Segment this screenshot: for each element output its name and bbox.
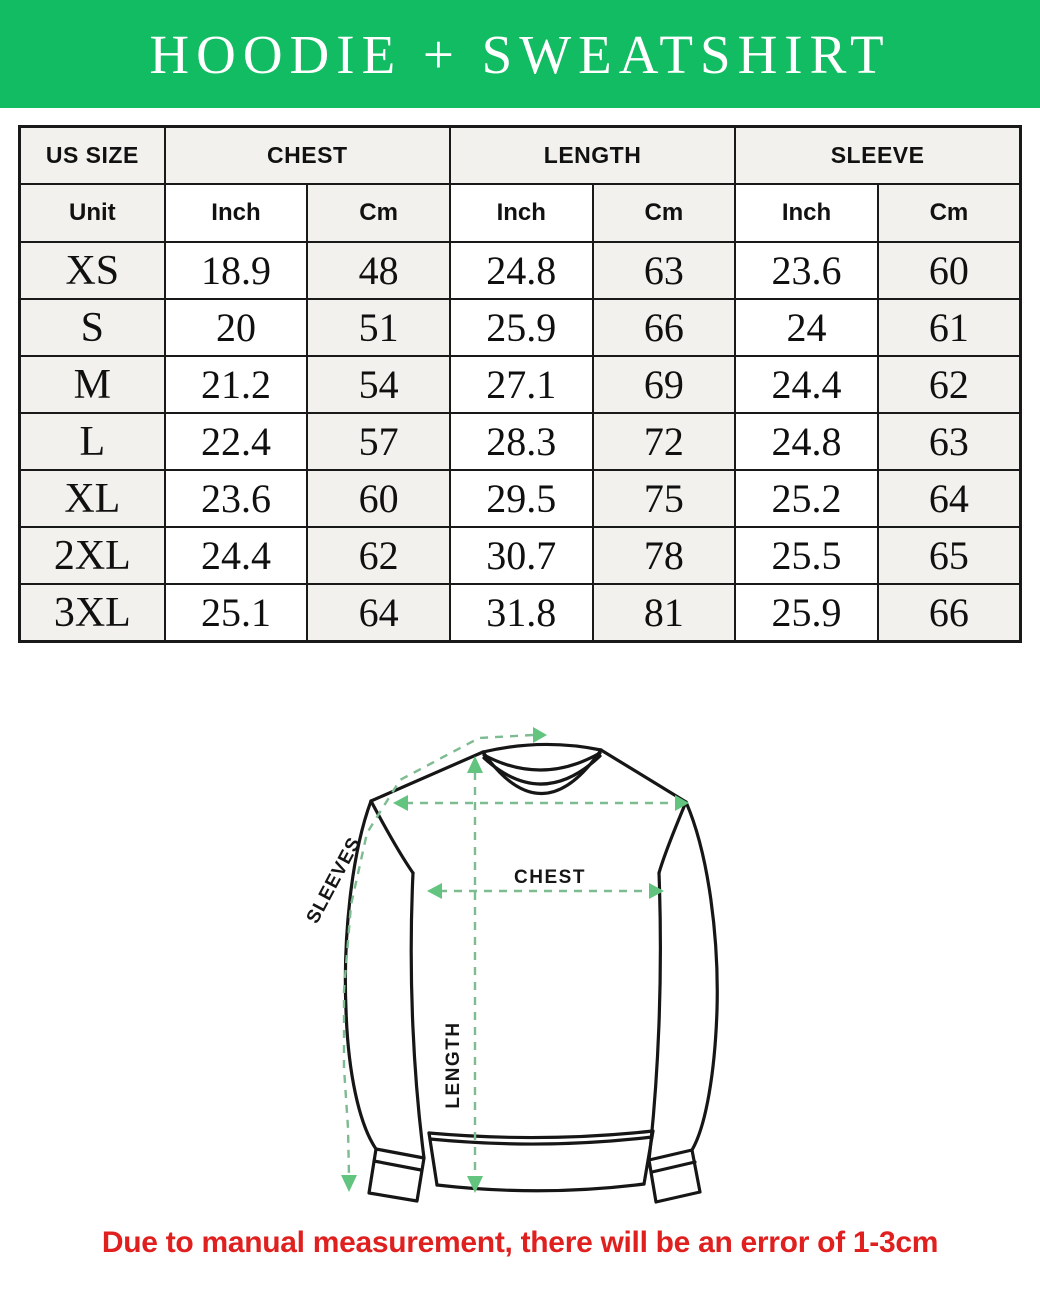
length-cm-cell: 75 [593,470,736,527]
unit-cell: Cm [307,184,450,242]
sleeve-inch-cell: 24 [735,299,878,356]
table-row [20,527,1021,584]
chest-cm-cell: 62 [307,527,450,584]
chest-cm-cell: 48 [307,242,450,299]
arrow-right-icon [649,883,664,899]
sleeve-inch-cell: 23.6 [735,242,878,299]
arrow-down-icon [341,1175,357,1192]
sleeve-cm-cell: 62 [878,356,1021,413]
arrow-left-icon [427,883,442,899]
chest-label: CHEST [514,867,586,888]
sleeve-inch-cell: 25.5 [735,527,878,584]
unit-cell: Cm [593,184,736,242]
col-header-sleeve: SLEEVE [735,127,1020,185]
length-cm-cell: 72 [593,413,736,470]
sleeve-cm-cell: 65 [878,527,1021,584]
col-header-length: LENGTH [450,127,735,185]
chest-inch-cell: 24.4 [165,527,308,584]
measurement-diagram [287,690,787,1220]
table-row [20,242,1021,299]
measurement-arrows [341,727,689,1193]
size-cell: XS [20,242,165,299]
chest-inch-cell: 20 [165,299,308,356]
chest-cm-cell: 57 [307,413,450,470]
size-cell: S [20,299,165,356]
table-row [20,584,1021,642]
col-header-us-size: US SIZE [20,127,165,185]
unit-cell: Unit [20,184,165,242]
size-cell: 2XL [20,527,165,584]
length-cm-cell: 66 [593,299,736,356]
length-cm-cell: 78 [593,527,736,584]
size-table [18,125,1022,643]
length-cm-cell: 69 [593,356,736,413]
arrow-left-icon [393,795,408,811]
sleeves-label: SLEEVES [302,833,366,928]
length-inch-cell: 27.1 [450,356,593,413]
measurement-lines [344,735,679,1178]
table-row [20,299,1021,356]
unit-cell: Inch [165,184,308,242]
chest-inch-cell: 18.9 [165,242,308,299]
sleeve-cm-cell: 64 [878,470,1021,527]
sleeve-cm-cell: 60 [878,242,1021,299]
unit-cell: Inch [450,184,593,242]
header-banner [0,0,1040,108]
length-label: LENGTH [443,1021,464,1109]
size-cell: 3XL [20,584,165,642]
page-title: HOODIE + SWEATSHIRT [149,23,891,85]
chest-cm-cell: 51 [307,299,450,356]
size-cell: L [20,413,165,470]
chest-cm-cell: 54 [307,356,450,413]
sleeve-inch-cell: 24.8 [735,413,878,470]
length-cm-cell: 63 [593,242,736,299]
table-row [20,356,1021,413]
unit-cell: Inch [735,184,878,242]
group-header-row [20,127,1021,185]
chest-cm-cell: 60 [307,470,450,527]
chest-inch-cell: 21.2 [165,356,308,413]
sleeve-inch-cell: 25.2 [735,470,878,527]
chest-inch-cell: 23.6 [165,470,308,527]
measurement-disclaimer: Due to manual measurement, there will be an error of 1-3cm [101,1226,939,1259]
unit-cell: Cm [878,184,1021,242]
length-inch-cell: 28.3 [450,413,593,470]
length-inch-cell: 25.9 [450,299,593,356]
sleeve-inch-cell: 24.4 [735,356,878,413]
length-inch-cell: 30.7 [450,527,593,584]
chest-inch-cell: 25.1 [165,584,308,642]
length-cm-cell: 81 [593,584,736,642]
table-row [20,413,1021,470]
unit-header-row [20,184,1021,242]
size-cell: XL [20,470,165,527]
length-inch-cell: 29.5 [450,470,593,527]
length-inch-cell: 31.8 [450,584,593,642]
sweatshirt-drawing [287,690,787,1220]
arrow-right-icon [533,727,547,743]
col-header-chest: CHEST [165,127,450,185]
sleeve-cm-cell: 61 [878,299,1021,356]
table-row [20,470,1021,527]
chest-inch-cell: 22.4 [165,413,308,470]
sleeve-inch-cell: 25.9 [735,584,878,642]
sleeve-cm-cell: 66 [878,584,1021,642]
length-inch-cell: 24.8 [450,242,593,299]
size-cell: M [20,356,165,413]
chest-cm-cell: 64 [307,584,450,642]
sleeve-cm-cell: 63 [878,413,1021,470]
